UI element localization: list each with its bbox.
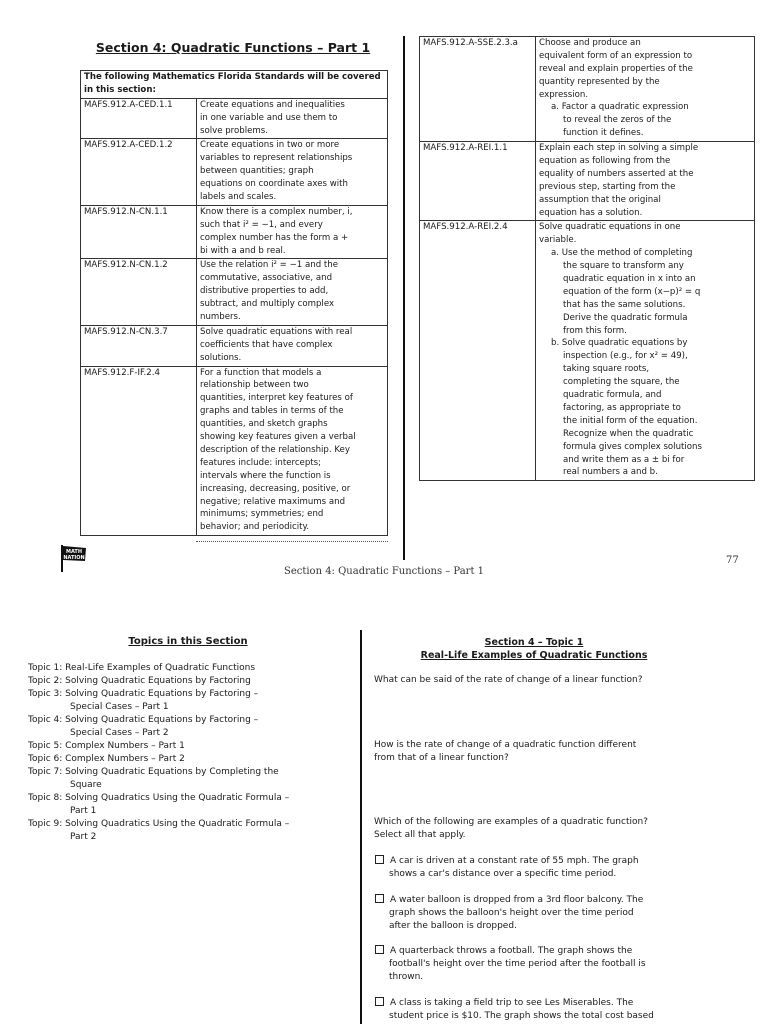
topic-item [28,662,358,675]
topic-heading-name: Real-Life Examples of Quadratic Functions [420,650,648,661]
standard-line: assumption that the original [539,194,661,205]
answer-option-line [375,945,705,958]
standard-line: Create equations and inequalities [200,99,345,110]
standard-row [81,325,388,366]
topic-line: Topic 5: Complex Numbers – Part 1 [28,741,185,751]
answer-option-text: shows a car's distance over a specific time period. [389,869,617,879]
answer-option [375,894,705,933]
standards-header: The following Mathematics Florida Standards will be covered in this section: [81,71,388,99]
standard-subline: factoring, as appropriate to [563,402,681,413]
standard-line: expression. [539,89,589,100]
question-3 [374,816,704,842]
answer-option-line [375,997,705,1010]
topic-item [28,675,358,688]
topics-title: Topics in this Section [128,636,248,647]
standard-line: variables to represent relationships [200,153,353,164]
topic-line-cont: Special Cases – Part 2 [70,728,169,738]
footer-dotted-line [196,541,388,542]
standard-code: MAFS.912.N-CN.1.1 [81,205,197,259]
standard-code: MAFS.912.N-CN.1.2 [81,259,197,325]
standard-subline: taking square roots, [563,364,650,375]
answer-option [375,945,705,984]
column-divider-top [403,36,405,560]
standard-line: coefficients that have complex [200,339,333,350]
standard-line: description of the relationship. Key [200,444,350,455]
standard-description [197,325,388,366]
topic-heading-number: Section 4 – Topic 1 [484,637,584,648]
standard-description [197,139,388,205]
standard-code: MAFS.912.A-REI.1.1 [420,142,536,221]
answer-option-text: A car is driven at a constant rate of 55 mph. The graph [390,856,639,866]
standard-line: features include: intercepts; [200,457,322,468]
checkbox[interactable] [375,945,384,954]
standard-row [420,221,755,481]
page-number: 77 [726,555,739,566]
standard-line: equations on coordinate axes with [200,179,348,190]
standard-description [197,259,388,325]
standard-line: between quantities; graph [200,166,314,177]
topic-line: Topic 7: Solving Quadratic Equations by Completing the [28,767,279,777]
page-caption: Section 4: Quadratic Functions – Part 1 [283,566,485,577]
standard-description [536,142,755,221]
standard-line: quantities, and sketch graphs [200,419,328,430]
standard-row [81,205,388,259]
answer-option-line [375,868,705,881]
standard-line: equality of numbers asserted at the [539,168,694,179]
standard-line: Solve quadratic equations with real [200,326,353,337]
standard-code: MAFS.912.N-CN.3.7 [81,325,197,366]
standard-subline: a. Factor a quadratic expression [551,102,689,113]
standard-row [420,142,755,221]
topic-line: Topic 2: Solving Quadratic Equations by Factoring [28,676,251,686]
topic-line-cont: Square [70,780,102,790]
standard-line: quantity represented by the [539,76,660,87]
logo-text-nation: NATION [63,555,85,561]
standard-code: MAFS.912.A-CED.1.1 [81,98,197,139]
topic-item [28,753,358,766]
question-2 [374,739,704,765]
section-title: Section 4: Quadratic Functions – Part 1 [95,40,371,55]
standard-subline: that has the same solutions. [563,299,686,310]
question-2-line-1: How is the rate of change of a quadratic function different [374,740,637,750]
standard-line: commutative, associative, and [200,273,333,284]
standard-line: complex number has the form a + [200,232,349,243]
standard-subline: the square to transform any [563,261,684,272]
standard-code: MAFS.912.A-REI.2.4 [420,221,536,481]
answer-option-line [375,971,705,984]
standard-line: reveal and explain properties of the [539,63,693,74]
standard-line: Know there is a complex number, i, [200,206,353,217]
answer-option-text: A water balloon is dropped from a 3rd floor balcony. The [390,895,644,905]
question-3-line-2: Select all that apply. [374,830,466,840]
standard-line: negative; relative maximums and [200,496,346,507]
standard-line: increasing, decreasing, positive, or [200,483,351,494]
standard-code: MAFS.912.F-IF.2.4 [81,366,197,536]
checkbox[interactable] [375,997,384,1006]
standard-subline: Recognize when the quadratic [563,428,694,439]
answer-option-text: A quarterback throws a football. The graph shows the [390,946,633,956]
answer-option-line [375,894,705,907]
topic-heading [370,636,698,662]
answer-option-line [375,907,705,920]
topic-line-cont: Special Cases – Part 1 [70,702,169,712]
answer-option-line [375,920,705,933]
answer-option-text: graph shows the balloon's height over the time period [389,908,634,918]
standard-line: Create equations in two or more [200,140,340,151]
standard-line: bi with a and b real. [200,245,286,256]
standard-subline: inspection (e.g., for x² = 49), [563,351,688,362]
topic-item [28,766,358,792]
standard-row [81,139,388,205]
standard-description [536,221,755,481]
topic-line-cont: Part 1 [70,806,97,816]
standard-line: solutions. [200,352,242,363]
answer-option-line [375,958,705,971]
logo-text-math: MATH [65,549,83,555]
standard-description [536,37,755,142]
standard-line: Choose and produce an [539,38,641,48]
standard-line: For a function that models a [200,367,322,378]
standard-line: minimums; symmetries; end [200,509,324,520]
standard-code: MAFS.912.A-SSE.2.3.a [420,37,536,142]
standard-subline: real numbers a and b. [563,467,658,478]
topic-line: Topic 6: Complex Numbers – Part 2 [28,754,185,764]
standard-row [420,37,755,142]
standard-line: distributive properties to add, [200,286,329,297]
topic-line: Topic 4: Solving Quadratic Equations by Factoring – [28,715,259,725]
checkbox[interactable] [375,894,384,903]
standard-line: relationship between two [200,380,309,391]
standard-subline: and write them as a ± bi for [563,454,685,465]
standard-line: previous step, starting from the [539,181,676,192]
standard-line: such that i² = −1, and every [200,219,323,230]
standard-line: Solve quadratic equations in one [539,222,681,233]
standard-subline: a. Use the method of completing [551,248,693,259]
answer-option-line [375,855,705,868]
topic-item [28,688,358,714]
standard-line: equation has a solution. [539,207,643,218]
standard-description [197,98,388,139]
standard-line: behavior; and periodicity. [200,522,310,533]
standard-line: showing key features given a verbal [200,432,356,443]
answer-option-line [375,1010,705,1023]
standard-line: labels and scales. [200,192,277,203]
standard-subline: to reveal the zeros of the [563,115,672,126]
standard-subline: quadratic equation in x into an [563,274,696,285]
standard-code: MAFS.912.A-CED.1.2 [81,139,197,205]
answer-option-text: football's height over the time period after the football is [389,959,646,969]
standard-line: in one variable and use them to [200,112,338,123]
standard-line: variable. [539,235,577,246]
standard-subline: the initial form of the equation. [563,415,698,426]
standard-row [81,259,388,325]
topic-item [28,818,358,844]
standards-table-left [80,70,388,536]
standard-line: equation as following from the [539,156,671,167]
answer-option [375,997,705,1023]
topic-line: Topic 8: Solving Quadratics Using the Quadratic Formula – [28,793,290,803]
checkbox[interactable] [375,855,384,864]
standard-subline: function it defines. [563,128,644,139]
standard-row [81,98,388,139]
standard-line: Use the relation i² = −1 and the [200,260,338,271]
standards-table-right [419,36,755,481]
topic-line: Topic 9: Solving Quadratics Using the Quadratic Formula – [28,819,290,829]
answer-option-text: student price is $10. The graph shows the total cost based [389,1011,654,1021]
standard-line: intervals where the function is [200,470,331,481]
column-divider-bottom [360,630,362,1024]
topics-list [28,662,358,844]
standard-line: solve problems. [200,125,268,136]
standard-line: quantities, interpret key features of [200,393,353,404]
standard-subline: from this form. [563,325,627,336]
standard-description [197,366,388,536]
topic-item [28,792,358,818]
question-1: What can be said of the rate of change of a linear function? [374,675,643,685]
standard-line: Explain each step in solving a simple [539,143,699,154]
standard-subline: b. Solve quadratic equations by [551,338,688,349]
question-3-line-1: Which of the following are examples of a quadratic function? [374,817,648,827]
question-2-line-2: from that of a linear function? [374,753,509,763]
answer-option-text: A class is taking a field trip to see Les Miserables. The [390,998,634,1008]
answer-option-text: after the balloon is dropped. [389,921,517,931]
standard-subline: completing the square, the [563,377,680,388]
standard-line: graphs and tables in terms of the [200,406,344,417]
topic-line: Topic 1: Real-Life Examples of Quadratic Functions [28,663,256,673]
topic-line: Topic 3: Solving Quadratic Equations by Factoring – [28,689,259,699]
standard-subline: quadratic formula, and [563,390,662,401]
topic-line-cont: Part 2 [70,832,97,842]
standard-line: subtract, and multiply complex [200,299,335,310]
standard-line: equivalent form of an expression to [539,50,693,61]
standard-subline: formula gives complex solutions [563,441,702,452]
standards-header-row [81,71,388,99]
standard-row [81,366,388,536]
answer-option-text: thrown. [389,972,424,982]
standard-subline: Derive the quadratic formula [563,312,688,323]
topic-item [28,740,358,753]
answer-option [375,855,705,881]
standard-line: numbers. [200,312,241,323]
standard-description [197,205,388,259]
standard-subline: equation of the form (x−p)² = q [563,286,701,297]
topic-item [28,714,358,740]
